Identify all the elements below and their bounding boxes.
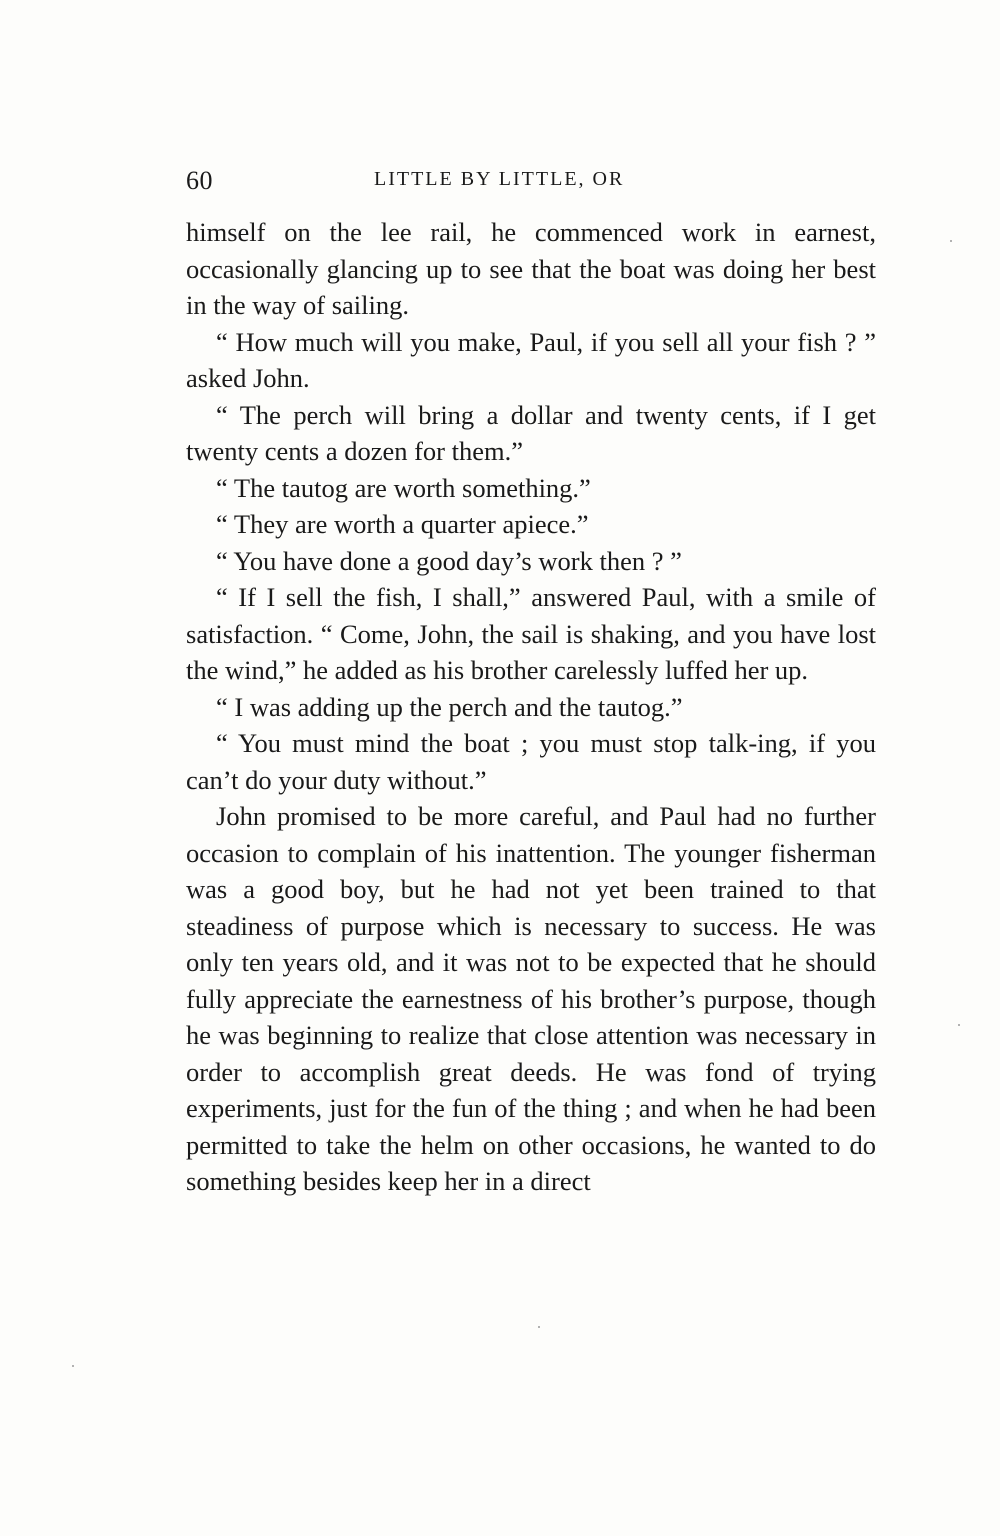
- paragraph-dialogue: “ The perch will bring a dollar and twenty cents, if I get twenty cents a dozen for them.”: [186, 399, 876, 466]
- page-number: 60: [186, 166, 213, 195]
- running-title: LITTLE BY LITTLE, OR: [374, 168, 625, 190]
- scan-speck: [72, 1365, 74, 1367]
- paragraph-dialogue: “ You must mind the boat ; you must stop talk-ing, if you can’t do your duty without.”: [186, 728, 876, 795]
- paragraph-dialogue: “ They are worth a quarter apiece.”: [216, 509, 589, 539]
- paragraph-dialogue: “ The tautog are worth something.”: [216, 472, 591, 503]
- paragraph-dialogue: “ I was adding up the perch and the tautog.”: [216, 691, 683, 722]
- scan-speck: [950, 240, 952, 242]
- paragraph-narrative: John promised to be more careful, and Paul had no further occasion to complain of his inattention. The younger fisherman was a good boy, but he had not yet been trained to that steadiness of purpose which is necessary to success. He was only ten years old, and it was not to be expected that he should fully appreciate the earnestness of his brother’s purpose, though he was beginning to realize that close attention was necessary in order to accomplish great deeds. He was fond of trying experiments, just for the fun of the thing ; and when he had been permitted to take the helm on other occasions, he wanted to do something besides keep her in a direct: [186, 801, 876, 1196]
- scan-speck: [958, 1024, 960, 1026]
- paragraph-continued: himself on the lee rail, he commenced work in earnest, occasionally glancing up to see that the boat was doing her best in the way of sailing.: [186, 217, 876, 320]
- paragraph-dialogue: “ If I sell the fish, I shall,” answered Paul, with a smile of satisfaction. “ Come, John, the sail is shaking, and you have lost the wind,” he added as his brother carelessly luffed her up.: [186, 582, 876, 685]
- paragraph-dialogue: “ You have done a good day’s work then ? ”: [216, 545, 682, 576]
- paragraph-dialogue: “ How much will you make, Paul, if you sell all your fish ? ” asked John.: [186, 326, 876, 393]
- scan-speck: [538, 1326, 540, 1328]
- body-text: [186, 214, 876, 1200]
- running-head: [186, 166, 876, 196]
